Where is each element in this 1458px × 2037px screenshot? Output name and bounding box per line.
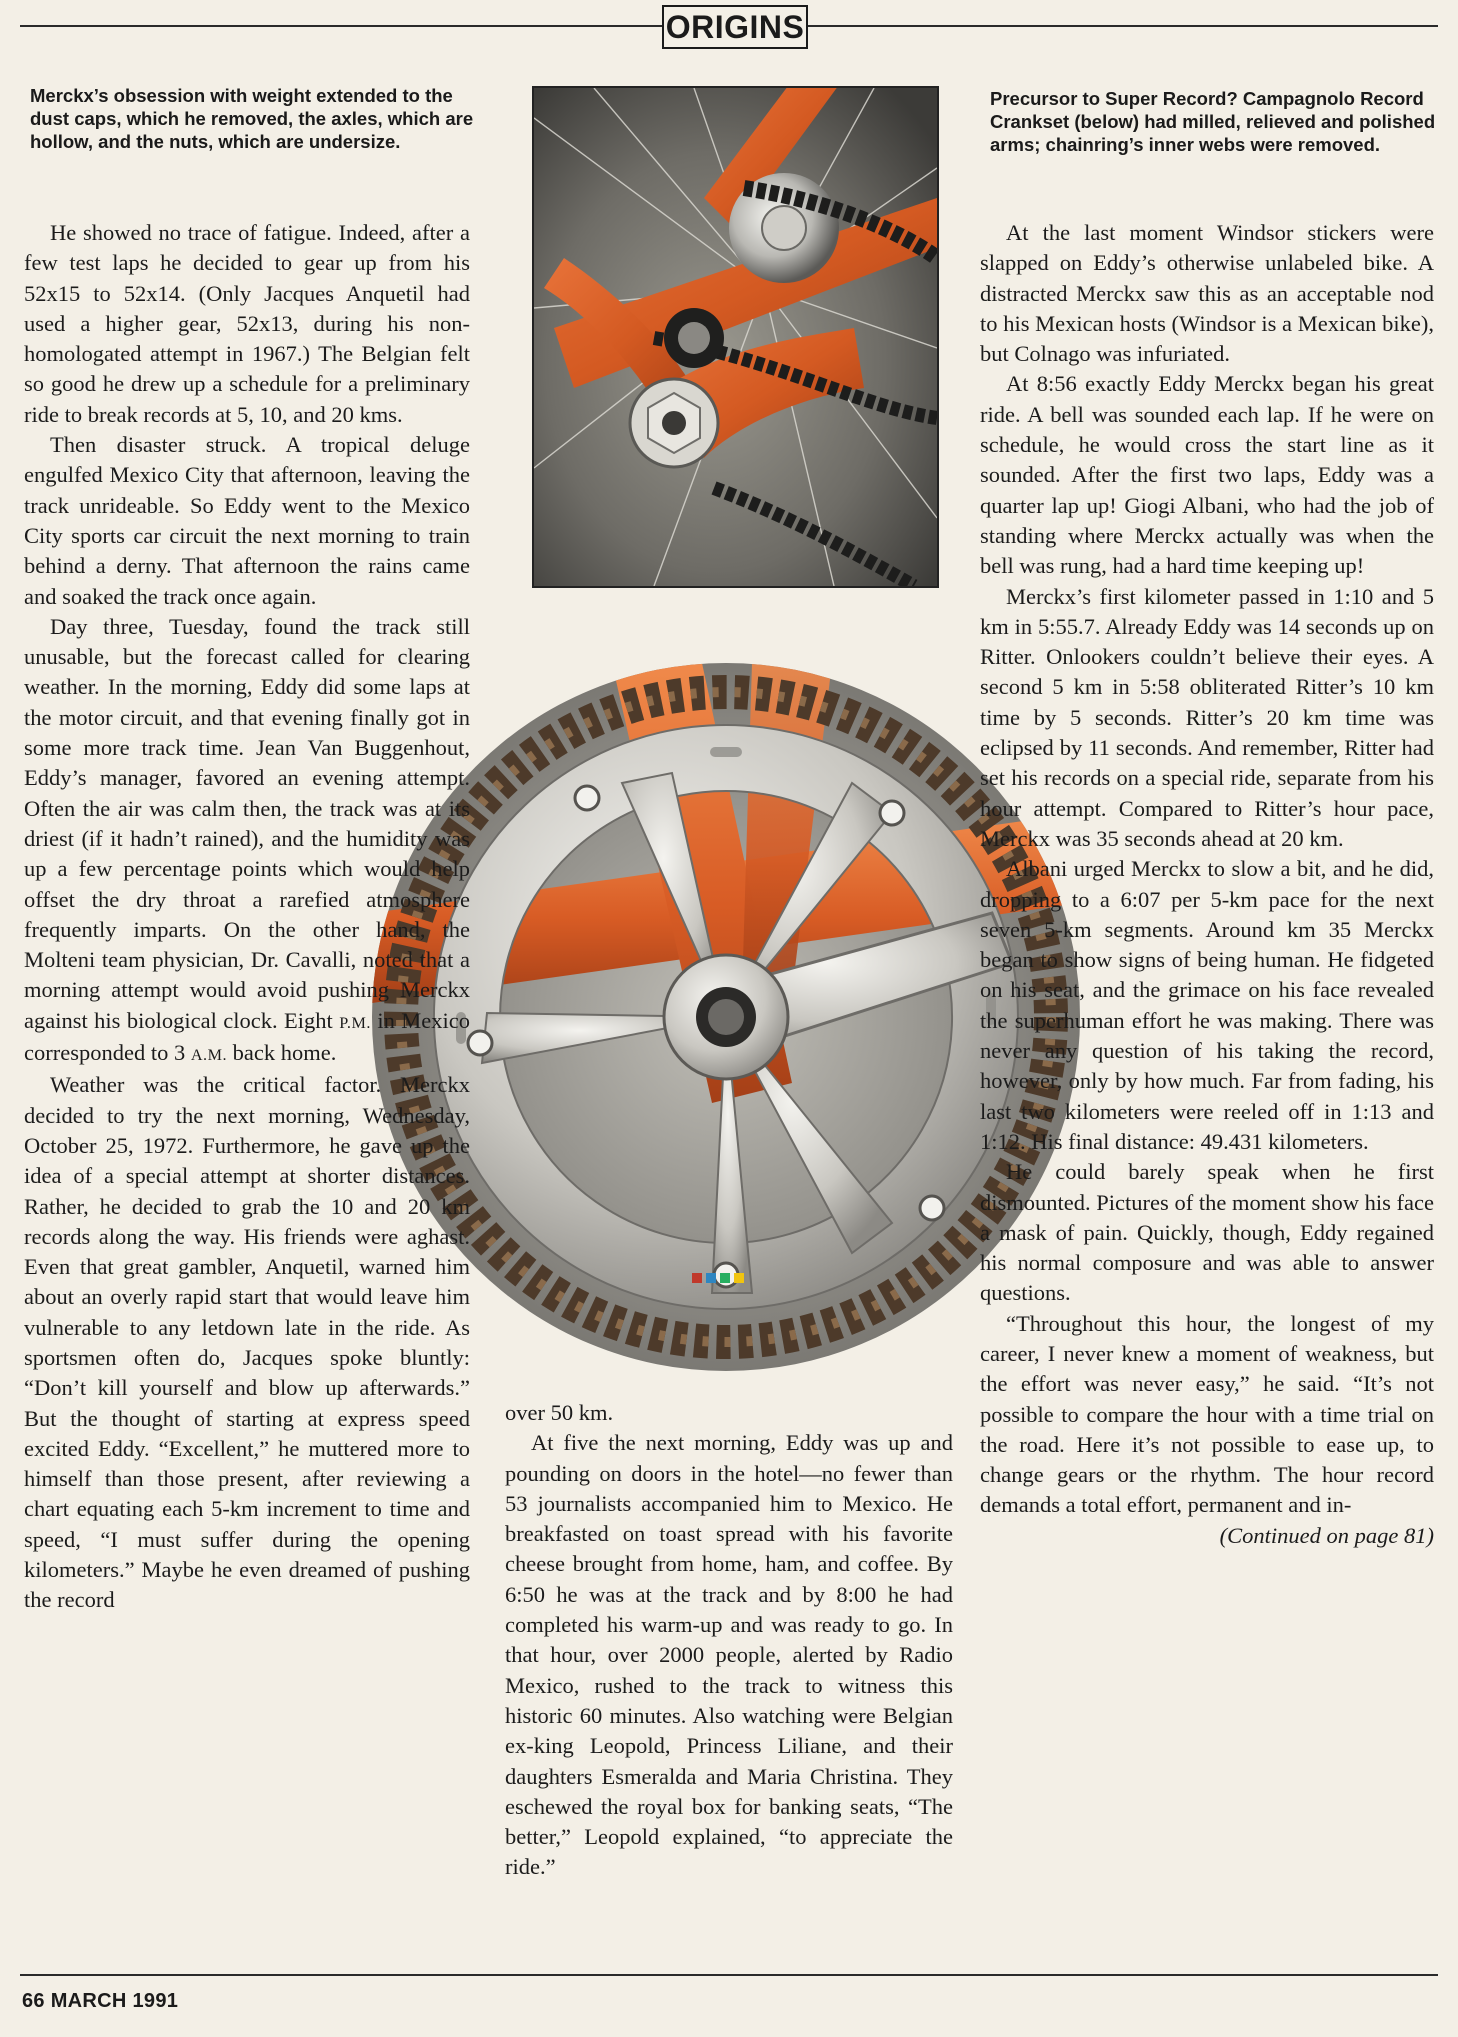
time-abbrev-am: A.M.: [190, 1046, 228, 1065]
paragraph: Weather was the critical factor. Merckx decided to try the next morning, Wednesday, October 25, 1972. Furthermore, he gave up the idea of a special attempt at shorter distances. Rather, he decided to grab the 10 and 20 km records along the way. His friends were aghast. Even that great gambler, Anquetil, warned him about an overly rapid start that would leave him vulnerable to any letdown late in the ride. As sportsmen often do, Jacques spoke bluntly: “Don’t kill yourself and blow up afterwards.” But the thought of starting at express speed excited Eddy. “Excellent,” he muttered more to himself than those present, after reviewing a chart equating each 5-km increment to time and speed, “I must suffer during the opening kilometers.” Maybe he even dreamed of pushing the record: [24, 1072, 470, 1613]
section-title: ORIGINS: [662, 5, 808, 49]
paragraph: At 8:56 exactly Eddy Merckx began his great ride. A bell was sounded each lap. If he were on schedule, he would cross the start line as it sounded. After the first two laps, Eddy was a quarter lap up! Giogi Albani, who had the job of standing where Merckx actually was when the bell was rung, had a hard time keeping up!: [980, 371, 1434, 579]
paragraph: over 50 km.: [505, 1400, 614, 1425]
photo-caption-left: Merckx’s obsession with weight extended to the dust caps, which he removed, the axles, which are hollow, and the nuts, which are undersize.: [30, 85, 474, 152]
continued-note: (Continued on page 81): [1219, 1522, 1434, 1548]
paragraph: [24, 612, 470, 1070]
paragraph: At the last moment Windsor stickers were slapped on Eddy’s otherwise unlabeled bike. A distracted Merckx saw this as an acceptable nod to his Mexican hosts (Windsor is a Mexican bike), but Colnago was infuriated.: [980, 220, 1434, 367]
paragraph: He could barely speak when he first dismounted. Pictures of the moment show his face a mask of pain. Quickly, though, Eddy regained his normal composure and was able to answer questions.: [980, 1159, 1434, 1306]
rear-hub-photo: [532, 86, 939, 588]
paragraph: He showed no trace of fatigue. Indeed, after a few test laps he decided to gear up from his 52x15 to 52x14. (Only Jacques Anquetil had used a higher gear, 52x13, during his non-homologated attempt in 1967.) The Belgian felt so good he drew up a schedule for a preliminary ride to break records at 5, 10, and 20 kms.: [24, 220, 470, 427]
article-column-3: [980, 218, 1434, 1551]
crankset-photo: [372, 663, 1080, 1371]
article-column-1: [24, 218, 470, 1616]
footer-rule: [20, 1974, 1438, 1976]
header-rule-left: [20, 25, 662, 27]
paragraph-text: Day three, Tuesday, found the track still unusable, but the forecast called for clearing weather. In the morning, Eddy did some laps at the motor circuit, and that evening finally got in some more track time. Jean Van Buggenhout, Eddy’s manager, favored an evening attempt. Often the air was calm then, the track was at its driest (if it hadn’t rained), and the humidity was up a few percentage points which would help offset the dry throat a rarefied atmosphere frequently imparts. On the other hand, the Molteni team physician, Dr. Cavalli, noted that a morning attempt would avoid pushing Merckx against his biological clock. Eight: [24, 613, 470, 1033]
paragraph: At five the next morning, Eddy was up and pounding on doors in the hotel—no fewer than 53 journalists accompanied him to Mexico. He breakfasted on toast spread with his favorite cheese brought from home, ham, and coffee. By 6:50 he was at the track and by 8:00 he had completed his warm-up and was ready to go. In that hour, over 2000 people, alerted by Radio Mexico, rushed to the track to witness this historic 60 minutes. Also watching were Belgian ex-king Leopold, Princess Liliane, and their daughters Esmeralda and Maria Christina. They eschewed the royal box for banking seats, “The better,” Leopold explained, “to appreciate the ride.”: [505, 1430, 953, 1880]
photo-caption-right: Precursor to Super Record? Campagnolo Record Crankset (below) had milled, relieved and polished arms; chainring’s inner webs were removed.: [990, 88, 1436, 155]
paragraph: “Throughout this hour, the longest of my career, I never knew a moment of weakness, but the effort was never easy,” he said. “It’s not possible to compare the hour with a time trial on the road. Here it’s not possible to ease up, to change gears or the rhythm. The hour record demands a total effort, permanent and in-: [980, 1310, 1434, 1518]
paragraph-text: in Mexico corresponded to 3: [24, 1007, 471, 1066]
paragraph: Merckx’s first kilometer passed in 1:10 and 5 km in 5:55.7. Already Eddy was 14 seconds up on Ritter. Onlookers couldn’t believe their eyes. A second 5 km in 5:58 obliterated Ritter’s 10 km time by 5 seconds. Ritter’s 20 km time was eclipsed by 11 seconds. And remember, Ritter had set his records on a special ride, separate from his hour attempt. Compared to Ritter’s hour pace, Merckx was 35 seconds ahead at 20 km.: [980, 583, 1434, 851]
paragraph-text: back home.: [232, 1040, 337, 1066]
article-column-2: [505, 1398, 953, 1883]
paragraph: Then disaster struck. A tropical deluge engulfed Mexico City that afternoon, leaving the track unrideable. So Eddy went to the Mexico City sports car circuit the next morning to train behind a derny. That afternoon the rains came and soaked the track once again.: [24, 432, 470, 609]
header-rule-right: [804, 25, 1438, 27]
paragraph: Albani urged Merckx to slow a bit, and he did, dropping to a 6:07 per 5-km pace for the next seven 5-km segments. Around km 35 Merckx began to show signs of being human. He fidgeted on his seat, and the grimace on his face revealed the superhuman effort he was making. There was never any question of his taking the record, however, only by how much. Far from fading, his last two kilometers were reeled off in 1:13 and 1:12. His final distance: 49.431 kilometers.: [980, 856, 1434, 1154]
time-abbrev-pm: P.M.: [339, 1013, 371, 1032]
page-folio: 66 MARCH 1991: [22, 1990, 179, 2012]
